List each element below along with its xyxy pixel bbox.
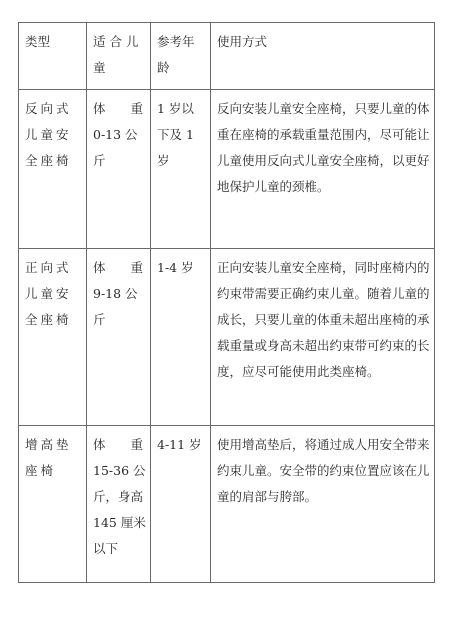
header-usage: 使用方式 (211, 23, 435, 90)
table-row (19, 90, 435, 249)
table-row (19, 426, 435, 583)
header-suitable-child: 适 合 儿 童 (87, 23, 151, 90)
cell-type: 反向式儿童安全座椅 (19, 90, 87, 249)
cell-fit: 体 重 0-13 公斤 (87, 90, 151, 249)
cell-age: 4-11 岁 (151, 426, 211, 583)
cell-type: 增高垫座椅 (19, 426, 87, 583)
header-type: 类型 (19, 23, 87, 90)
cell-age: 1 岁以下及 1 岁 (151, 90, 211, 249)
cell-type: 正向式儿童安全座椅 (19, 249, 87, 426)
table-row (19, 249, 435, 426)
cell-fit: 体 重 9-18 公斤 (87, 249, 151, 426)
cell-usage: 正向安装儿童安全座椅，同时座椅内的约束带需要正确约束儿童。随着儿童的成长，只要儿童的体重未超出座椅的承载重量或身高未超出约束带可约束的长度，应尽可能使用此类座椅。 (211, 249, 435, 426)
cell-usage: 使用增高垫后，将通过成人用安全带来约束儿童。安全带的约束位置应该在儿童的肩部与胯部。 (211, 426, 435, 583)
child-seat-table (18, 22, 435, 583)
header-reference-age: 参考年龄 (151, 23, 211, 90)
table-header-row (19, 23, 435, 90)
cell-usage: 反向安装儿童安全座椅，只要儿童的体重在座椅的承载重量范围内，尽可能让儿童使用反向式儿童安全座椅，以更好地保护儿童的颈椎。 (211, 90, 435, 249)
cell-age: 1-4 岁 (151, 249, 211, 426)
cell-fit: 体 重 15-36 公斤，身高 145 厘米以下 (87, 426, 151, 583)
